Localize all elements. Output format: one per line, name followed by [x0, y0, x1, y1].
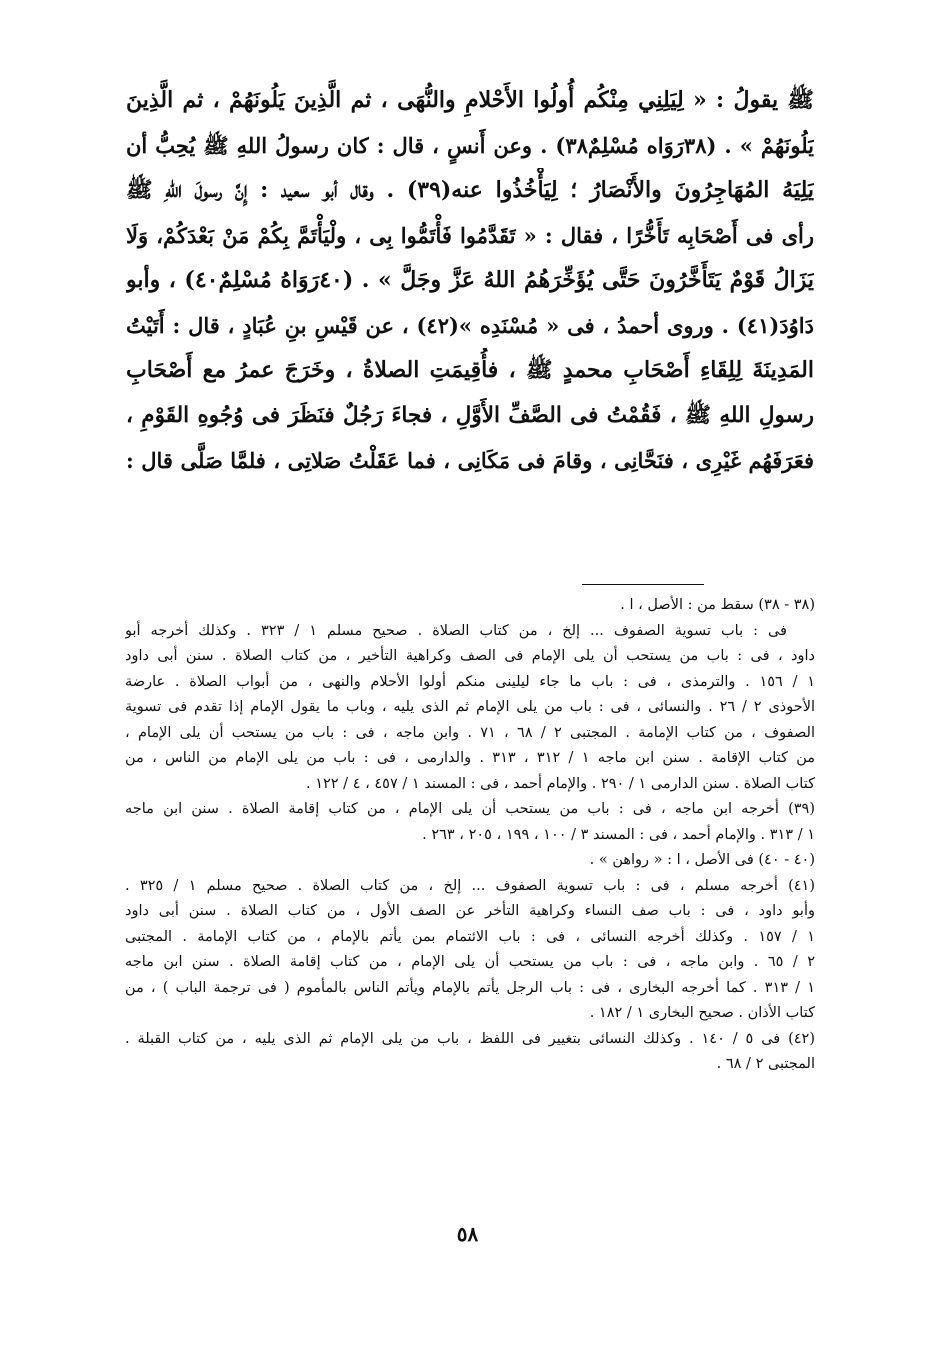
main-text-line: رأى فى أَصْحَابِه تَأَخُّرًا ، فقال : « تَقَدَّمُوا فَأْتَمُّوا بِى ، ولْيَأْتَمَّ بِكُمْ مَنْ بَعْدَكُمْ، وَلَا: [126, 223, 814, 248]
footnote-line: ١ / ٣١٣ . والإمام أحمد ، فى : المسند ٣ / ١٠٠ ، ١٩٩ ، ٢٠٥ ، ٢٦٣ .: [422, 826, 815, 843]
footnote-line: الصفوف ، من كتاب الإمامة . المجتبى ٢ / ٦٨ ، ٧١ . وابن ماجه ، فى : باب من يستحب أن يلى الإمام ،: [125, 724, 815, 741]
footnote-line: كتاب الصلاة . سنن الدارمى ١ / ٢٩٠ . والإمام أحمد ، فى : المسند ١ / ٤٥٧ ، ٤ / ١٢٢ .: [305, 775, 815, 792]
footnote-line: ١ / ١٥٦ . والترمذى ، فى : باب ما جاء ليلينى منكم أولوا الأحلام والنهى ، من أبواب الصلاة . عارضة: [125, 673, 815, 690]
footnote-line: (٣٩) أخرجه ابن ماجه ، فى : باب من يستحب أن يلى الإمام ، من كتاب إقامة الصلاة . سنن ابن ماجه: [125, 801, 815, 817]
footnote-line: وأبو داود ، فى : باب صف النساء وكراهية التأخر عن الصف الأول ، من كتاب الصلاة . سنن أبى داود: [125, 903, 815, 919]
footnotes-section: [125, 593, 815, 1078]
footnote-line: فى : باب تسوية الصفوف ... إلخ ، من كتاب الصلاة . صحيح مسلم ١ / ٣٢٣ . وكذلك أخرجه أبو: [125, 622, 787, 639]
main-text-line: فعَرَفَهُم غَيْرِى ، فنَحَّانِى ، وقامَ فى مَكَانِى ، فما عَقَلْتُ صَلاتِى ، فلمَّا صَلَّى قال :: [126, 448, 814, 473]
main-text-line: رسولِ اللهِ ﷺ ، فَقُمْتُ فى الصَّفِّ الأَوَّلِ ، فجاءَ رَجُلٌ فنَظَرَ فى وُجُوهِ القَوْمِ ،: [126, 403, 814, 428]
main-text-line: يَزَالُ قَوْمٌ يَتَأَخَّرُونَ حَتَّى يُؤَخِّرَهُمُ اللهُ عَزَّ وجَلَّ » . (٤٠رَوَاهُ مُسْلِمٌ٤٠) ، وأبو: [126, 267, 814, 293]
main-text-line: يَلُونَهُمْ » . (٣٨رَوَاه مُسْلِمٌ٣٨) . وعن أَنسٍ ، قال : كان رسولُ اللهِ ﷺ يُحِبُّ أن: [126, 133, 814, 158]
footnote-separator: [582, 584, 704, 585]
main-text-line: ﷺ يقولُ : « لِيَلِنِي مِنْكُم أُولُوا الأَحْلامِ والنُّهَى ، ثم الَّذِينَ يَلُونَهُمْ ، ثم الَّذِينَ: [126, 87, 814, 113]
footnote-line: ١ / ٣١٣ . كما أخرجه البخارى ، فى : باب الرجل يأتم بالإمام ويأتم الناس بالمأموم ( فى ترجمة الباب ) ، من: [125, 979, 815, 996]
footnote-line: من كتاب الإقامة . سنن ابن ماجه ١ / ٣١٢ ، ٣١٣ . والدارمى ، فى : باب من يلى الإمام من الناس ، من: [125, 750, 815, 766]
footnote-line: (٤١) أخرجه مسلم ، فى : باب تسوية الصفوف ... إلخ ، من كتاب الصلاة . صحيح مسلم ١ / ٣٢٥ .: [125, 877, 815, 894]
main-text-line: يَلِيَهُ المُهَاجِرُونَ والأَنْصَارُ ؛ لِيَأْخُذُوا عنه(٣٩) . وقال أبو سعيد : إِنَّ رسولَ اللهِ ﷺ: [126, 177, 814, 203]
footnote-line: المجتبى ٢ / ٦٨ .: [716, 1056, 815, 1072]
footnote-line: ٢ / ٦٥ . وابن ماجه ، فى : باب من يستحب أن يلى الإمام ، من كتاب إقامة الصلاة . سنن ابن ماجه: [125, 954, 815, 970]
footnote-line: (٤٢) فى ٥ / ١٤٠ . وكذلك النسائى بتغيير فى اللفظ ، باب من يلى الإمام ثم الذى يليه ، من كتاب القبلة .: [125, 1030, 815, 1047]
main-text-line: دَاوُدَ(٤١) . وروى أحمدُ ، فى « مُسْنَدِه »(٤٢) ، عن قَيْسِ بنِ عُبَادٍ ، قال : أَتَيْتُ: [126, 313, 814, 338]
main-text-line: المَدِينَةَ لِلِقَاءِ أَصْحَابِ محمدٍ ﷺ ، فأُقِيمَتِ الصلاةُ ، وخَرَجَ عمرُ مع أَصْحَابِ: [126, 357, 814, 383]
footnote-line: ١ / ١٥٧ . وكذلك أخرجه النسائى ، فى : باب الائتمام بمن يأتم بالإمام ، من كتاب الإمامة . المجتبى: [125, 928, 815, 945]
footnote-line: الأحوذى ٢ / ٢٦ . والنسائى ، فى : باب من يلى الإمام ثم الذى يليه ، وباب ما يقول الإمام إذا تقدم فى تسوية: [125, 699, 815, 715]
footnote-line: داود ، فى : باب من يستحب أن يلى الإمام فى الصف وكراهية التأخير ، من كتاب الصلاة . سنن أبى داود: [125, 648, 815, 664]
footnote-line: (٣٨ - ٣٨) سقط من : الأصل ، ا .: [620, 597, 815, 613]
main-body-text: [126, 78, 814, 483]
footnote-line: (٤٠ - ٤٠) فى الأصل ، ا : « رواهن » .: [589, 852, 815, 868]
page-number: ٥٨: [456, 1222, 479, 1246]
footnote-line: كتاب الأذان . صحيح البخارى ١ / ١٨٢ .: [589, 1005, 815, 1021]
